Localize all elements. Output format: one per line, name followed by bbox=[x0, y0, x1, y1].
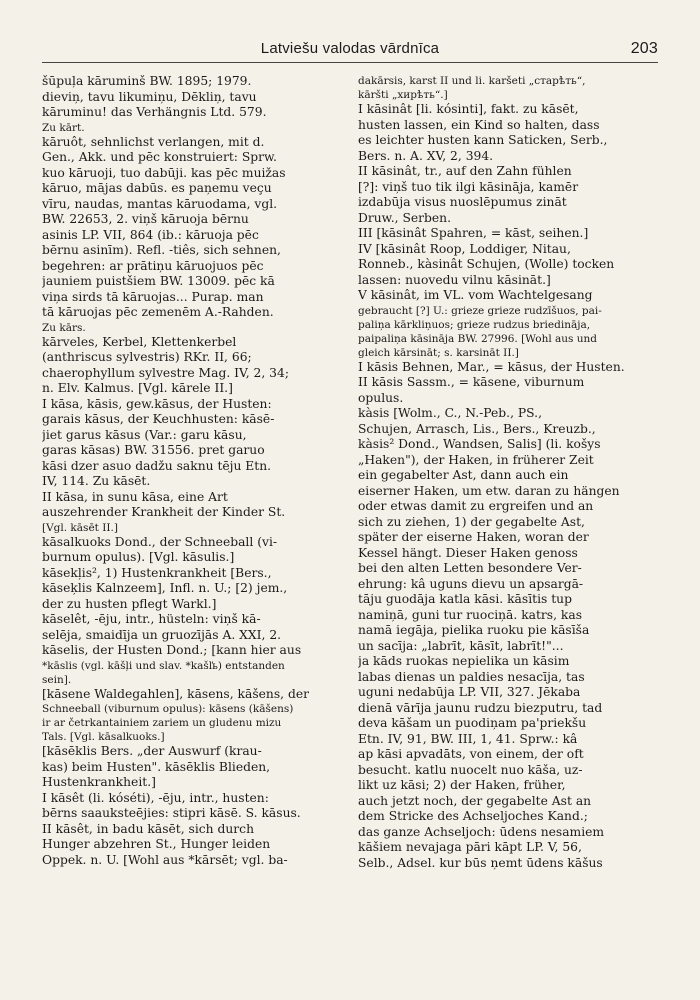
left-column bbox=[42, 74, 342, 868]
text-line: dakārsis, karst II und li. karšeti „старѣть“, bbox=[358, 75, 586, 87]
text-line: kuo kāruoji, tuo dabūji. kas pēc muižas bbox=[42, 165, 286, 180]
text-line: das ganze Achseljoch: ūdens nesamiem bbox=[358, 824, 605, 839]
text-line: später der eiserne Haken, woran der bbox=[358, 530, 589, 544]
text-line: un sacīja: „labrīt, kāsīt, labrīt!"... bbox=[358, 638, 564, 653]
text-line: namā iegāja, pielika ruoku pie kāsīša bbox=[358, 623, 590, 637]
text-line: (anthriscus sylvestris) RKr. II, 66; bbox=[42, 350, 252, 364]
text-line: husten lassen, ein Kind so halten, dass bbox=[358, 117, 600, 132]
text-line: oder etwas damit zu ergreifen und an bbox=[358, 499, 594, 513]
text-line: tā kāruojas pēc zemenēm A.-Rahden. bbox=[42, 305, 274, 319]
text-line: bei den alten Letten besondere Ver- bbox=[358, 561, 582, 575]
text-line: bērnu asinīm). Refl. -tiês, sich sehnen, bbox=[42, 243, 281, 257]
text-line: ap kāsi apvadāts, von einem, der oft bbox=[358, 747, 584, 761]
text-line: kāselêt, -ēju, intr., hüsteln: viņš kā- bbox=[42, 612, 261, 626]
text-line: kāsekl̦is², 1) Hustenkrankheit [Bers., bbox=[42, 565, 272, 580]
text-line: eiserner Haken, um etw. daran zu hängen bbox=[358, 483, 620, 498]
text-line: kāsi dzer asuo dadžu saknu tēju Etn. bbox=[42, 458, 272, 473]
text-line: [kāsēklis Bers. „der Auswurf (krau- bbox=[42, 744, 262, 758]
header-rule bbox=[42, 62, 658, 63]
text-line: bērns saauksteējies: stipri kāsē. S. kāsus. bbox=[42, 806, 301, 820]
text-line: Schneeball (viburnum opulus): kāsens (kāšens) bbox=[42, 703, 294, 715]
text-line: ein gegabelter Ast, dann auch ein bbox=[358, 468, 569, 482]
text-line: deva kāšam un puodiņam pa'priekšu bbox=[358, 716, 587, 730]
text-line: auszehrender Krankheit der Kinder St. bbox=[42, 505, 286, 519]
text-line: IV, 114. Zu kāsēt. bbox=[42, 474, 151, 488]
text-line: kāselis, der Husten Dond.; [kann hier aus bbox=[42, 643, 302, 657]
text-line: [kāsene Waldegahlen], kāsens, kāšens, der bbox=[42, 686, 309, 701]
text-line: dienā vārīja jaunu rudzu biezputru, tad bbox=[358, 700, 603, 715]
text-line: sich zu ziehen, 1) der gegabelte Ast, bbox=[358, 514, 585, 529]
text-line: kas) beim Husten". kāsēklis Blieden, bbox=[42, 759, 271, 774]
text-line: Gen., Akk. und pēc konstruiert: Sprw. bbox=[42, 150, 277, 164]
text-line: I kāsa, kāsis, gew.kāsus, der Husten: bbox=[42, 396, 272, 411]
text-line: I kāsis Behnen, Mar., = kāsus, der Husten. bbox=[358, 359, 625, 374]
text-line: tāju guodāja katla kāsi. kāsītis tup bbox=[358, 592, 572, 606]
text-line: n. Elv. Kalmus. [Vgl. kārele II.] bbox=[42, 381, 233, 395]
text-line: kàsis [Wolm., C., N.-Peb., PS., bbox=[358, 406, 542, 420]
text-line: begehren: ar prātiņu kāruojuos pēc bbox=[42, 258, 264, 273]
text-line: kārveles, Kerbel, Klettenkerbel bbox=[42, 334, 237, 349]
text-line: viņa sirds tā kāruojas... Purap. man bbox=[42, 289, 264, 304]
text-line: V kāsinât, im VL. vom Wachtelgesang bbox=[358, 288, 593, 302]
text-line: namiņā, guni tur ruociņā. katrs, kas bbox=[358, 607, 583, 622]
text-line: izdabūja visus nuoslēpumus zināt bbox=[358, 195, 567, 209]
text-line: Hustenkrankheit.] bbox=[42, 775, 156, 789]
text-line: besucht. katlu nuocelt nuo kāša, uz- bbox=[358, 762, 583, 777]
text-line: II kāsinât, tr., auf den Zahn fühlen bbox=[358, 164, 572, 178]
text-line: Zu kārs. bbox=[42, 321, 86, 334]
text-line: Tals. [Vgl. kāsalkuoks.] bbox=[42, 731, 165, 743]
text-line: Hunger abzehren St., Hunger leiden bbox=[42, 837, 271, 851]
text-line: dem Stricke des Achseljoches Kand.; bbox=[358, 809, 588, 823]
text-line: uguni nedabūja LP. VII, 327. Jēkaba bbox=[358, 685, 581, 699]
page-header-title: Latviešu valodas vārdnīca bbox=[260, 40, 440, 57]
text-line: likt uz kāsi; 2) der Haken, früher, bbox=[358, 778, 566, 792]
text-line: es leichter husten kann Saticken, Serb., bbox=[358, 133, 608, 147]
text-line: II kāsa, in sunu kāsa, eine Art bbox=[42, 489, 228, 504]
text-line: lassen: nuovedu vilnu kāsināt.] bbox=[358, 272, 551, 287]
text-line: [Vgl. kāsēt II.] bbox=[42, 521, 118, 534]
text-line: II kāsis Sassm., = kāsene, viburnum bbox=[358, 375, 585, 389]
text-line: Selb., Adsel. kur būs ņemt ūdens kāšus bbox=[358, 855, 603, 870]
text-line: BW. 22653, 2. viņš kāruoja bērnu bbox=[42, 212, 249, 226]
text-line: kāsek̦lis Kalnzeem], Infl. n. U.; [2) jem., bbox=[42, 581, 288, 595]
text-line: I kāsinât [li. kósinti], fakt. zu kāsēt, bbox=[358, 102, 579, 116]
text-line: kāršti „хирѣть“.] bbox=[358, 89, 448, 101]
text-line: IV [kāsinât Roop, Loddiger, Nitau, bbox=[358, 241, 571, 256]
text-line: ja kāds ruokas nepielika un kāsim bbox=[358, 654, 570, 668]
text-line: auch jetzt noch, der gegabelte Ast an bbox=[358, 793, 592, 808]
text-line: gleich kārsināt; s. karsināt II.] bbox=[358, 346, 519, 359]
text-line: paliņa kārkliņuos; grieze rudzus briedināja, bbox=[358, 318, 591, 331]
text-line: gebraucht [?] U.: grieze grieze rudzīšuos, pai- bbox=[358, 304, 602, 317]
text-line: kāruôt, sehnlichst verlangen, mit d. bbox=[42, 134, 265, 149]
text-line: jiet garus kāsus (Var.: garu kāsu, bbox=[42, 427, 247, 442]
text-line: labas dienas un paldies nesacīja, tas bbox=[358, 669, 585, 684]
text-line: Zu kārt. bbox=[42, 121, 85, 134]
text-line: I kāsêt (li. kóséti), -ēju, intr., husten: bbox=[42, 790, 269, 805]
text-line: garas kāsas) BW. 31556. pret garuo bbox=[42, 443, 265, 457]
text-line: sein]. bbox=[42, 673, 72, 686]
text-line: kāruminu! das Verhängnis Ltd. 579. bbox=[42, 105, 267, 119]
text-line: Kessel hängt. Dieser Haken genoss bbox=[358, 545, 578, 560]
text-line: ir ar četrkantainiem zariem un gludenu mizu bbox=[42, 717, 282, 729]
page-number: 203 bbox=[630, 40, 658, 57]
text-line: Etn. IV, 91, BW. III, 1, 41. Sprw.: kâ bbox=[358, 731, 578, 746]
text-line: Ronneb., kàsinât Schujen, (Wolle) tocken bbox=[358, 257, 615, 271]
text-line: burnum opulus). [Vgl. kāsulis.] bbox=[42, 550, 235, 564]
text-line: [?]: viņš tuo tik ilgi kāsināja, kamēr bbox=[358, 179, 579, 194]
text-line: II kāsêt, in badu kāsēt, sich durch bbox=[42, 821, 254, 836]
text-line: *kāslis (vgl. kāšļi und slav. *kašľь) entstanden bbox=[42, 659, 285, 672]
text-line: vīru, naudas, mantas kāruodama, vgl. bbox=[42, 196, 278, 211]
text-line: kàsis² Dond., Wandsen, Salis] (li. košys bbox=[358, 437, 601, 451]
text-line: ehrung: kâ uguns dievu un apsargā- bbox=[358, 576, 584, 591]
text-line: dieviņ, tavu likumiņu, Dēkliņ, tavu bbox=[42, 89, 257, 104]
text-line: asinis LP. VII, 864 (ib.: kāruoja pēc bbox=[42, 227, 259, 242]
text-line: selēja, smaidīja un gruozījās A. XXI, 2. bbox=[42, 627, 282, 642]
text-line: kāšiem nevajaga pāri kāpt LP. V, 56, bbox=[358, 840, 582, 854]
text-line: der zu husten pflegt Warkl.] bbox=[42, 596, 217, 611]
text-line: Bers. n. A. XV, 2, 394. bbox=[358, 148, 494, 163]
text-line: jauniem puistšiem BW. 13009. pēc kā bbox=[42, 274, 275, 288]
text-line: Schujen, Arrasch, Lis., Bers., Kreuzb., bbox=[358, 421, 596, 436]
text-line: garais kāsus, der Keuchhusten: kāsē- bbox=[42, 412, 275, 426]
text-line: kāruo, mājas dabūs. es paņemu veçu bbox=[42, 181, 272, 195]
right-column bbox=[358, 74, 658, 871]
text-line: paipaliņa kāsināja BW. 27996. [Wohl aus und bbox=[358, 332, 598, 345]
text-line: chaerophyllum sylvestre Mag. IV, 2, 34; bbox=[42, 365, 289, 380]
text-line: III [kāsinât Spahren, = kāst, seihen.] bbox=[358, 226, 589, 240]
text-line: opulus. bbox=[358, 390, 404, 405]
text-line: šūpuļa kāruminš BW. 1895; 1979. bbox=[42, 74, 252, 88]
text-line: Druw., Serben. bbox=[358, 210, 452, 225]
text-line: kāsalkuoks Dond., der Schneeball (vi- bbox=[42, 534, 278, 549]
text-line: Oppek. n. U. [Wohl aus *kārsēt; vgl. ba- bbox=[42, 852, 288, 867]
running-head bbox=[42, 40, 658, 57]
text-line: „Haken"), der Haken, in früherer Zeit bbox=[358, 452, 594, 467]
